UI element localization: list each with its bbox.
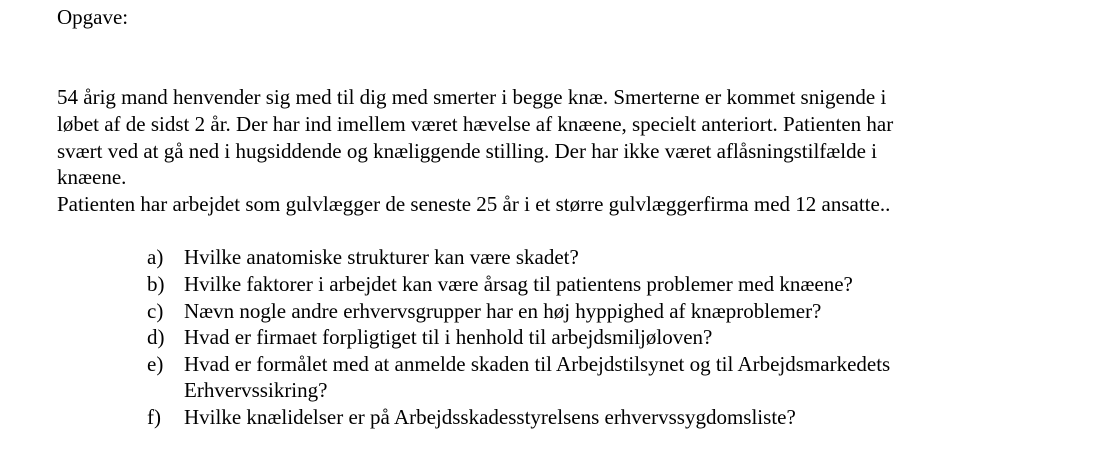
question-c-text: Nævn nogle andre erhvervsgrupper har en høj hyppighed af knæproblemer?: [184, 299, 822, 323]
case-line-1: 54 årig mand henvender sig med til dig med smerter i begge knæ. Smerterne er kommet snigende i: [57, 85, 887, 109]
question-e-text: Hvad er formålet med at anmelde skaden til Arbejdstilsynet og til Arbejdsmarkedets: [184, 352, 891, 376]
question-f-text: Hvilke knælidelser er på Arbejdsskadesstyrelsens erhvervssygdomsliste?: [184, 405, 796, 429]
case-line-4: knæene.: [57, 165, 127, 189]
heading: Opgave:: [57, 5, 129, 29]
case-line-2: løbet af de sidst 2 år. Der har ind imellem været hævelse af knæene, specielt anteriort. Patienten har: [57, 112, 894, 136]
question-b-text: Hvilke faktorer i arbejdet kan være årsag til patientens problemer med knæene?: [184, 272, 853, 296]
question-c-marker: c): [147, 299, 164, 323]
case-line-3: svært ved at gå ned i hugsiddende og knæliggende stilling. Der har ikke været aflåsningstilfælde i: [57, 139, 878, 163]
question-e-continuation: Erhvervssikring?: [184, 378, 328, 402]
question-b-marker: b): [147, 272, 165, 296]
question-e-marker: e): [147, 352, 164, 376]
question-f-marker: f): [147, 405, 161, 429]
question-d-text: Hvad er firmaet forpligtiget til i henhold til arbejdsmiljøloven?: [184, 325, 713, 349]
question-a-text: Hvilke anatomiske strukturer kan være skadet?: [184, 245, 579, 269]
case-line-5: Patienten har arbejdet som gulvlægger de seneste 25 år i et større gulvlæggerfirma med 12 ansatte..: [57, 192, 891, 216]
question-d-marker: d): [147, 325, 165, 349]
question-a-marker: a): [147, 245, 164, 269]
